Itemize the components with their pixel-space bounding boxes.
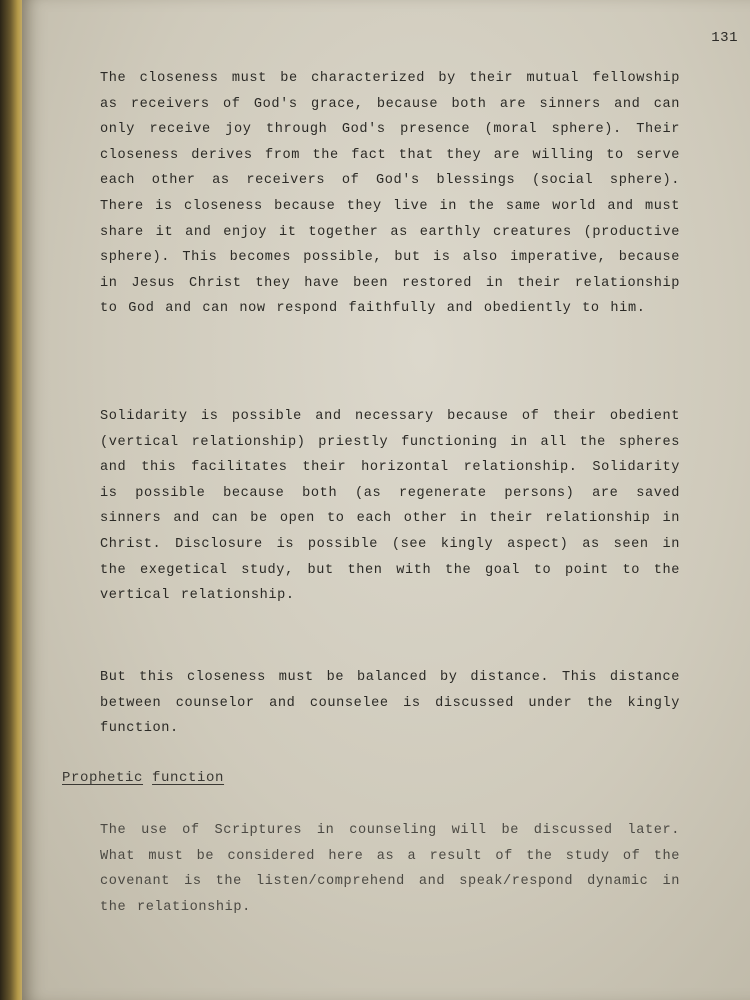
paragraph-solidarity: Solidarity is possible and necessary because of their obedient (vertical relationship) priestly functioning in all the spheres and this facilitates their horizontal relationship. Solidarity is possible because both (as regenerate persons) are saved sinners and can be open to each other in their relationship in Christ. Disclosure is possible (see kingly aspect) as seen in the exegetical study, but then with the goal to point to the vertical relationship. [100,409,680,604]
page-number: 131 [711,30,738,46]
paragraph-closeness: The closeness must be characterized by their mutual fellowship as receivers of God's grace, because both are sinners and can only receive joy through God's presence (moral sphere). Their closeness derives from the fact that they are willing to serve each other as receivers of God's blessings (social sphere). There is closeness because they live in the same world and must share it and enjoy it together as earthly creatures (productive sphere). This becomes possible, but is also imperative, because in Jesus Christ they have been restored in their relationship to God and can now respond faithfully and obediently to him. [100,71,680,317]
heading-word-prophetic: Prophetic [62,770,144,786]
heading-word-function: function [152,770,225,786]
book-page [22,0,750,1000]
paragraph-scriptures: The use of Scriptures in counseling will be discussed later. What must be considered here as a result of the study of the covenant is the listen/comprehend and speak/respond dynamic in the relationship. [100,823,680,915]
paragraph-distance: But this closeness must be balanced by distance. This distance between counselor and counselee is discussed under the kingly function. [100,670,680,737]
section-heading-prophetic-function [62,770,224,786]
